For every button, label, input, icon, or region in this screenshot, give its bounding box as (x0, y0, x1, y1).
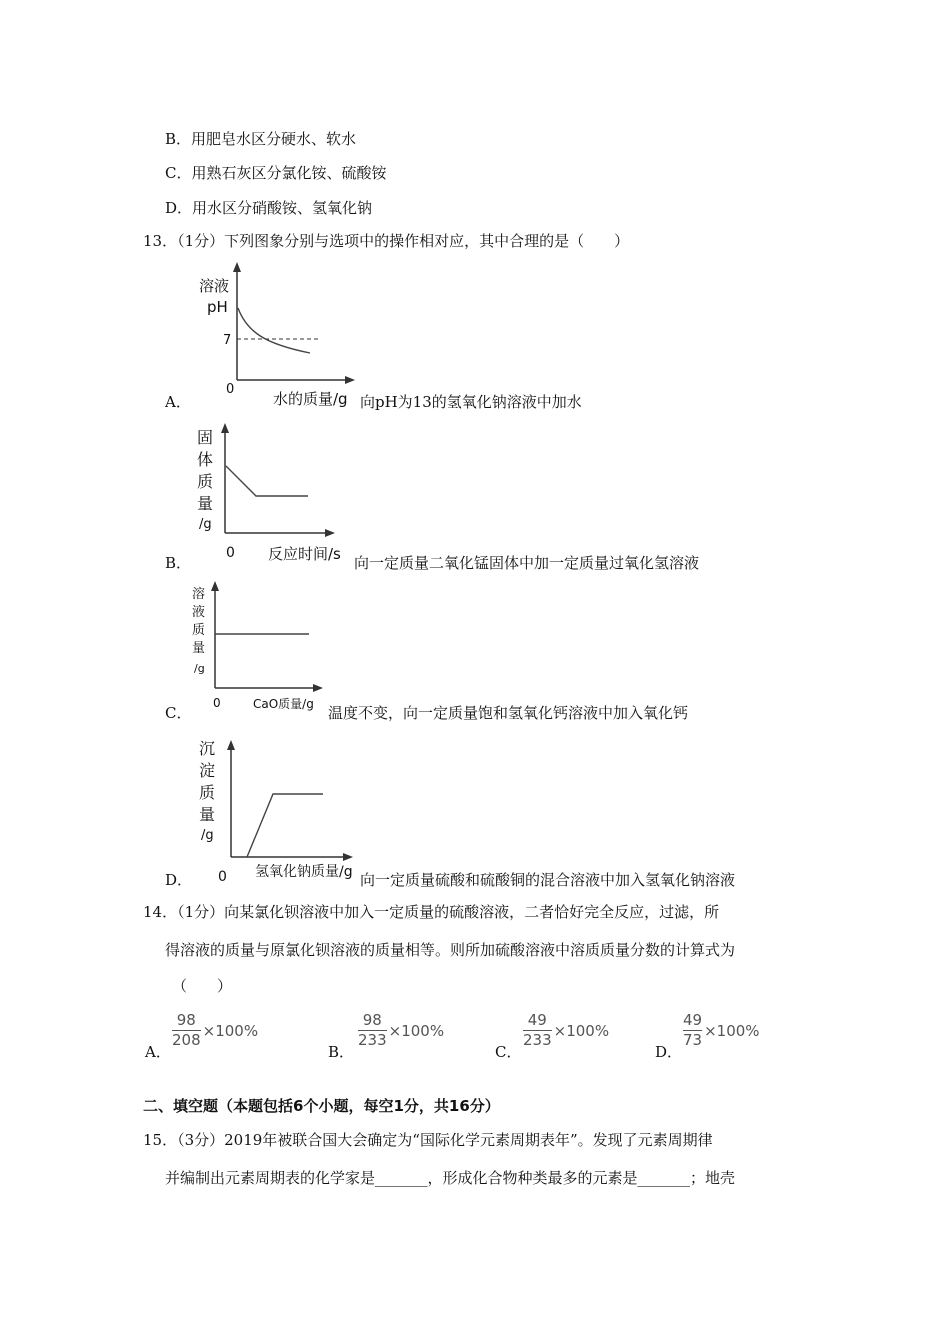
q14-option-a-formula (172, 1012, 258, 1049)
q14-option-c-tail: ×100% (553, 1021, 610, 1040)
q14-option-c-fraction (523, 1012, 552, 1049)
q14-option-d-formula (683, 1012, 760, 1049)
graph-d-x-arrow (343, 853, 353, 861)
graph-d-ylabel-4: /g (201, 828, 214, 843)
q14-option-a-numerator: 98 (176, 1011, 196, 1029)
q14-option-d-letter: D． (655, 1043, 683, 1061)
q14-line3: （ ） (172, 977, 233, 995)
graph-b-ylabel-3: 量 (197, 494, 214, 513)
q13-option-a-letter: A． (165, 393, 191, 411)
graph-c-x-arrow (313, 684, 323, 692)
graph-c-ylabel-3: 量 (192, 641, 206, 656)
q14-option-a-letter: A． (145, 1043, 171, 1061)
q14-option-b-letter: B． (328, 1043, 355, 1061)
graph-c-y-arrow (211, 581, 219, 591)
q14-option-a-fraction (172, 1012, 201, 1049)
graph-c-origin: 0 (213, 696, 221, 710)
q13-option-c-letter: C． (165, 704, 192, 722)
graph-b-ylabel-1: 体 (197, 450, 214, 469)
graph-a-ylabel1: 溶液 (199, 277, 230, 295)
graph-c-xlabel: CaO质量/g (253, 697, 314, 711)
graph-a-tick-7: 7 (223, 333, 232, 348)
q14-option-c-numerator: 49 (527, 1011, 547, 1029)
graph-d-ylabel-3: 量 (199, 805, 216, 824)
graph-b-curve (226, 466, 308, 496)
graph-a (195, 260, 365, 410)
graph-c-ylabel-1: 液 (192, 605, 206, 620)
graph-a-xlabel: 水的质量/g (273, 390, 348, 408)
q14-option-d-fraction (683, 1012, 702, 1049)
q13-option-b-letter: B． (165, 554, 192, 572)
graph-b-ylabel-4: /g (199, 517, 212, 532)
graph-a-origin: 0 (226, 382, 235, 397)
q15-line2: 并编制出元素周期表的化学家是_______，形成化合物种类最多的元素是_______；地壳 (165, 1169, 736, 1187)
q13-stem: 13．（1分）下列图象分别与选项中的操作相对应，其中合理的是（ ） (143, 232, 630, 250)
graph-b-origin: 0 (226, 545, 235, 561)
q14-option-c-letter: C． (495, 1043, 522, 1061)
graph-b-ylabel-2: 质 (197, 472, 214, 491)
q12-option-c: C．用熟石灰区分氯化铵、硫酸铵 (165, 164, 387, 182)
q13-option-b-desc: 向一定质量二氧化锰固体中加一定质量过氧化氢溶液 (354, 554, 700, 572)
q14-option-b-denominator: 233 (358, 1031, 387, 1049)
q13-option-c-desc: 温度不变，向一定质量饱和氢氧化钙溶液中加入氧化钙 (328, 704, 689, 722)
q14-option-b-numerator: 98 (362, 1011, 382, 1029)
q15-line1: 15．（3分）2019年被联合国大会确定为“国际化学元素周期表年”。发现了元素周期律 (143, 1131, 713, 1149)
q13-option-d-letter: D． (165, 871, 193, 889)
graph-d (193, 733, 363, 883)
graph-c-ylabel-4: /g (194, 662, 205, 675)
graph-b-xlabel: 反应时间/s (268, 545, 341, 563)
graph-d-curve (247, 794, 323, 857)
graph-d-ylabel-0: 沉 (199, 739, 216, 758)
graph-b-x-arrow (325, 529, 335, 537)
q14-line1: 14．（1分）向某氯化钡溶液中加入一定质量的硫酸溶液，二者恰好完全反应，过滤，所 (143, 903, 720, 921)
q14-option-b-formula (358, 1012, 444, 1049)
q14-option-b-fraction (358, 1012, 387, 1049)
graph-d-ylabel-1: 淀 (199, 761, 216, 780)
graph-c-ylabel-2: 质 (192, 623, 206, 638)
graph-d-xlabel: 氢氧化钠质量/g (255, 864, 353, 880)
graph-a-curve (238, 308, 310, 353)
q14-option-d-numerator: 49 (683, 1011, 703, 1029)
section-2-title: 二、填空题（本题包括6个小题，每空1分，共16分） (143, 1097, 500, 1115)
graph-a-ylabel2: pH (207, 298, 228, 316)
q14-option-c-formula (523, 1012, 609, 1049)
q14-option-b-tail: ×100% (388, 1021, 445, 1040)
q14-option-a-denominator: 208 (172, 1031, 201, 1049)
q13-option-d-desc: 向一定质量硫酸和硫酸铜的混合溶液中加入氢氧化钠溶液 (360, 871, 736, 889)
q12-option-b: B．用肥皂水区分硬水、软水 (165, 130, 357, 148)
graph-d-y-arrow (227, 740, 235, 750)
graph-c (188, 578, 330, 718)
graph-b-ylabel-0: 固 (197, 428, 214, 447)
q14-option-a-tail: ×100% (202, 1021, 259, 1040)
q14-line2: 得溶液的质量与原氯化钡溶液的质量相等。则所加硫酸溶液中溶质质量分数的计算式为 (165, 941, 736, 959)
graph-b (190, 418, 355, 568)
graph-d-ylabel-2: 质 (199, 783, 216, 802)
q12-option-d: D．用水区分硝酸铵、氢氧化钠 (165, 199, 373, 217)
q14-option-d-tail: ×100% (704, 1021, 760, 1040)
q14-option-d-denominator: 73 (683, 1031, 703, 1049)
graph-c-ylabel-0: 溶 (192, 587, 206, 602)
graph-d-origin: 0 (218, 869, 227, 883)
graph-a-x-arrow (345, 376, 355, 384)
graph-b-y-arrow (221, 423, 229, 433)
q14-option-c-denominator: 233 (523, 1031, 552, 1049)
graph-a-y-arrow (233, 262, 241, 272)
q13-option-a-desc: 向pH为13的氢氧化钠溶液中加水 (360, 393, 582, 411)
